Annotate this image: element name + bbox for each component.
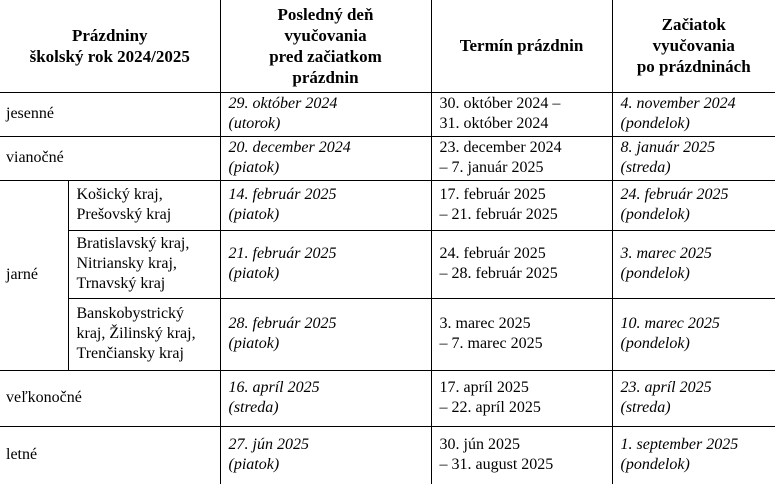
holiday-name: letné <box>0 426 220 484</box>
last-day-cell: 20. december 2024 (piatok) <box>220 136 431 180</box>
holiday-name: veľkonočné <box>0 370 220 426</box>
term-cell: 17. apríl 2025 – 22. apríl 2025 <box>431 370 612 426</box>
start-cell: 24. február 2025 (pondelok) <box>612 180 775 230</box>
last-day-cell: 21. február 2025 (piatok) <box>220 230 431 298</box>
start-cell: 10. marec 2025 (pondelok) <box>612 298 775 370</box>
header-row <box>0 0 775 92</box>
last-day-cell: 14. február 2025 (piatok) <box>220 180 431 230</box>
term-cell: 30. október 2024 – 31. október 2024 <box>431 92 612 136</box>
header-start: Začiatok vyučovania po prázdninách <box>612 0 775 92</box>
term-cell: 17. február 2025 – 21. február 2025 <box>431 180 612 230</box>
start-cell: 1. september 2025 (pondelok) <box>612 426 775 484</box>
term-cell: 30. jún 2025 – 31. august 2025 <box>431 426 612 484</box>
term-cell: 23. december 2024 – 7. január 2025 <box>431 136 612 180</box>
last-day-cell: 27. jún 2025 (piatok) <box>220 426 431 484</box>
header-term: Termín prázdnin <box>431 0 612 92</box>
table-row-jarne-2 <box>0 230 775 298</box>
table-row-jarne-3 <box>0 298 775 370</box>
holiday-name: vianočné <box>0 136 220 180</box>
region-cell: Košický kraj, Prešovský kraj <box>68 180 220 230</box>
last-day-cell: 29. október 2024 (utorok) <box>220 92 431 136</box>
table-row-letne <box>0 426 775 484</box>
last-day-cell: 16. apríl 2025 (streda) <box>220 370 431 426</box>
header-holidays: Prázdniny školský rok 2024/2025 <box>0 0 220 92</box>
last-day-cell: 28. február 2025 (piatok) <box>220 298 431 370</box>
header-last-day: Posledný deň vyučovania pred začiatkom prázdnin <box>220 0 431 92</box>
start-cell: 4. november 2024 (pondelok) <box>612 92 775 136</box>
table-row-jarne-1 <box>0 180 775 230</box>
table-row-velkonocne <box>0 370 775 426</box>
table-row-jesenne <box>0 92 775 136</box>
start-cell: 3. marec 2025 (pondelok) <box>612 230 775 298</box>
term-cell: 3. marec 2025 – 7. marec 2025 <box>431 298 612 370</box>
start-cell: 23. apríl 2025 (streda) <box>612 370 775 426</box>
holiday-name: jesenné <box>0 92 220 136</box>
region-cell: Banskobystrický kraj, Žilinský kraj, Trenčiansky kraj <box>68 298 220 370</box>
table-row-vianocne <box>0 136 775 180</box>
holiday-name: jarné <box>0 180 68 370</box>
term-cell: 24. február 2025 – 28. február 2025 <box>431 230 612 298</box>
region-cell: Bratislavský kraj, Nitriansky kraj, Trnavský kraj <box>68 230 220 298</box>
start-cell: 8. január 2025 (streda) <box>612 136 775 180</box>
